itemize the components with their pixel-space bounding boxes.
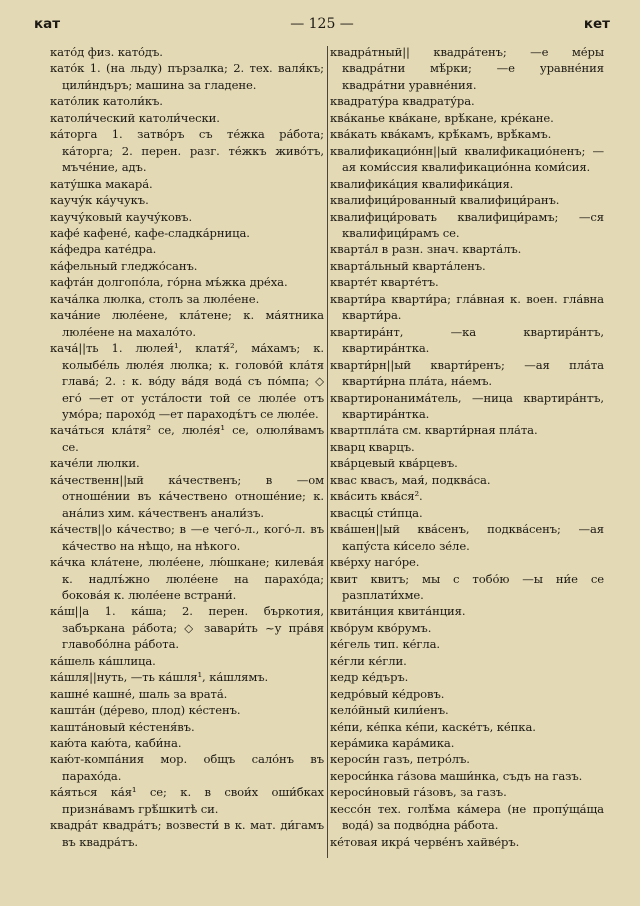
dictionary-entry: квалифици́ровать квалифици́рамъ; —ся квалифици́рамъ се.	[330, 209, 604, 240]
dictionary-entry: ке́гель тип. ке́гла.	[330, 637, 440, 652]
dictionary-entry: ка́фельный гледжо́санъ.	[50, 258, 198, 273]
dictionary-entry: ке́товая икра́ черве́нъ хайве́ръ.	[330, 834, 520, 849]
dictionary-entry: ка́торга 1. затво́ръ съ те́жка ра́бота; ка́торга; 2. перен. разг. те́жкъ живо́тъ, мъче́ние, адъ.	[50, 127, 324, 175]
dictionary-entry: квасцы́ сти́пца.	[330, 505, 423, 520]
dictionary-entry: квалификацио́нн||ый квалификацио́ненъ; —ая коми́ссия квалификацио́нна коми́сия.	[330, 143, 604, 175]
dictionary-entry: кача́||ть 1. люлея́¹, клатя́², ма́хамъ; к. колыбе́ль люле́я люлка; к. голово́й кла́тя глава́; 2. : к. во́ду ва́дя вода́ съ по́мпа; ◇ его́ —ет от уста́лости той се люле́е отъ умо́ра; парохо́д —ет параходъ́тъ се люле́е.	[50, 341, 324, 421]
dictionary-entry: квит квитъ; мы с тобо́ю —ы ни́е се разплати́хме.	[330, 571, 604, 602]
header-left-guide-word: кат	[34, 16, 61, 32]
dictionary-entry: кера́мика кара́мика.	[330, 736, 455, 751]
left-column	[50, 44, 324, 850]
dictionary-entry: ква́кать ква́камъ, крѣ́камъ, врѣ́камъ.	[330, 127, 552, 142]
dictionary-entry: кессо́н тех. голѣ́ма ка́мера (не пропу́ща́ща вода́) за подво́дна ра́бота.	[330, 801, 604, 833]
page-header	[34, 16, 610, 38]
dictionary-entry: ква́шен||ый ква́сенъ, подква́сенъ; —ая капу́ста ки́село зе́ле.	[330, 522, 604, 553]
dictionary-entry: католи́ческий католи́чески.	[50, 110, 220, 125]
dictionary-entry: кату́шка макара́.	[50, 176, 153, 191]
dictionary-entry: кача́ться кла́тя² се, люле́я¹ се, олюля́вамъ се.	[50, 423, 324, 454]
dictionary-entry: като́лик католи́къ.	[50, 94, 163, 109]
dictionary-entry: кварти́рн||ый кварти́ренъ; —ая пла́та кварти́рна пла́та, на́емъ.	[330, 357, 604, 389]
dictionary-entry: кероси́новый га́зовъ, за газъ.	[330, 785, 507, 800]
dictionary-entry: кварта́льный кварта́ленъ.	[330, 258, 486, 273]
dictionary-entry: като́к 1. (на льду) пързалка; 2. тех. валя́къ; цили́ндъръ; машина за гладене.	[50, 61, 324, 92]
dictionary-entry: кварте́т кварте́тъ.	[330, 275, 439, 290]
dictionary-entry: квартиронанима́тель, —ница квартира́нтъ, квартира́нтка.	[330, 390, 604, 421]
page-number: — 125 —	[290, 16, 354, 32]
header-right-guide-word: кет	[583, 16, 610, 32]
dictionary-entry: ква́сить ква́ся².	[330, 489, 423, 504]
dictionary-entry: кероси́нка га́зова маши́нка, съдъ на газъ.	[330, 768, 583, 783]
dictionary-entry: кашне́ кашне́, шаль за врата́.	[50, 686, 228, 701]
dictionary-entry: кве́рху наго́ре.	[330, 555, 420, 570]
dictionary-entry: ка́ш||а 1. ка́ша; 2. перен. бъркотия, забъркана ра́бота; ◇ завари́ть ~у пра́вя главобо́лна ра́бота.	[50, 604, 324, 652]
right-column	[330, 44, 604, 850]
dictionary-entry: кероси́н газъ, петро́лъ.	[330, 752, 470, 767]
dictionary-entry: каю́та каю́та, каби́на.	[50, 736, 182, 751]
dictionary-entry: ка́федра кате́дра.	[50, 242, 157, 257]
dictionary-entry: квадрату́ра квадрату́ра.	[330, 94, 475, 109]
dictionary-entry: квас квасъ, мая́, подква́са.	[330, 472, 491, 487]
dictionary-entry: каю́т-компа́ния мор. общъ сало́нъ въ парахо́да.	[50, 752, 324, 783]
dictionary-entry: кача́лка люлка, столъ за люле́ене.	[50, 291, 260, 306]
dictionary-entry: ка́чка кла́тене, люле́ене, лю́шкане; килева́я к. надлъ́жно люле́ене на парахо́да; бокова́я к. люле́ене встрани́.	[50, 555, 324, 602]
dictionary-entry: кашта́н (де́рево, плод) ке́стенъ.	[50, 703, 241, 718]
dictionary-entry: като́д физ. като́дъ.	[50, 45, 163, 59]
dictionary-entry: кво́рум кво́румъ.	[330, 620, 432, 635]
dictionary-entry: квалифика́ция квалифика́ция.	[330, 176, 514, 191]
dictionary-entry: ква́канье ква́кане, врѣ́кане, кре́кане.	[330, 110, 554, 125]
dictionary-entry: ка́честв||о ка́чество; в —е чего́-л., кого́-л. въ ка́чество на нѣщо, на нѣкого.	[50, 522, 324, 553]
column-divider	[327, 46, 328, 858]
dictionary-entry: кело́йный кили́енъ.	[330, 703, 449, 718]
dictionary-entry: кварта́л в разн. знач. кварта́лъ.	[330, 242, 522, 257]
dictionary-entry: квартира́нт, —ка квартира́нтъ, квартира́нтка.	[330, 324, 604, 356]
dictionary-entry: квалифици́рованный квалифици́ранъ.	[330, 193, 560, 208]
dictionary-entry: кедро́вый ке́дровъ.	[330, 686, 445, 701]
dictionary-entry: каче́ли люлки.	[50, 456, 140, 471]
dictionary-entry: квартпла́та см. кварти́рная пла́та.	[330, 423, 538, 438]
dictionary-entry: ква́рцевый ква́рцевъ.	[330, 456, 458, 471]
dictionary-entry: ка́яться ка́я¹ се; к. в свои́х оши́бках призна́вамъ грѣ́шкитѣ си.	[50, 785, 324, 816]
dictionary-entry: кедр ке́дъръ.	[330, 670, 409, 685]
dictionary-entry: ке́гли ке́гли.	[330, 653, 407, 668]
dictionary-entry: каучу́к ка́учукъ.	[50, 193, 149, 208]
dictionary-entry: кварти́ра кварти́ра; гла́вная к. воен. гла́вна кварти́ра.	[330, 291, 604, 323]
dictionary-entry: кварц кварцъ.	[330, 439, 415, 454]
dictionary-entry: квадра́тный|| квадра́тенъ; —е ме́ры квадра́тни мѣ́рки; —е уравне́ния квадра́тни уравне́ния.	[330, 45, 604, 92]
dictionary-entry: ка́шель ка́шлица.	[50, 653, 156, 668]
dictionary-entry: кафта́н долгопо́ла, го́рна мъ́жка дре́ха.	[50, 275, 288, 290]
dictionary-entry: ке́пи, ке́пка ке́пи, каске́тъ, ке́пка.	[330, 719, 536, 734]
dictionary-entry: кашта́новый ке́стеня́въ.	[50, 719, 195, 734]
dictionary-entry: кача́ние люле́ене, кла́тене; к. ма́ятника люле́ене на махало́то.	[50, 308, 324, 339]
dictionary-entry: ка́чественн||ый ка́чественъ; в —ом отноше́нии въ ка́чествено отноше́ние; к. ана́лиз хим. ка́чественъ анали́зъ.	[50, 472, 324, 520]
dictionary-entry: квита́нция квита́нция.	[330, 604, 466, 619]
dictionary-entry: каучу́ковый каучу́ковъ.	[50, 209, 193, 224]
dictionary-entry: квадра́т квадра́тъ; возвести́ в к. мат. ди́гамъ въ квадра́тъ.	[50, 818, 324, 849]
dictionary-entry: ка́шля||нуть, —ть ка́шля¹, ка́шлямъ.	[50, 670, 269, 685]
dictionary-entry: кафе́ кафене́, кафе-сладка́рница.	[50, 225, 250, 240]
